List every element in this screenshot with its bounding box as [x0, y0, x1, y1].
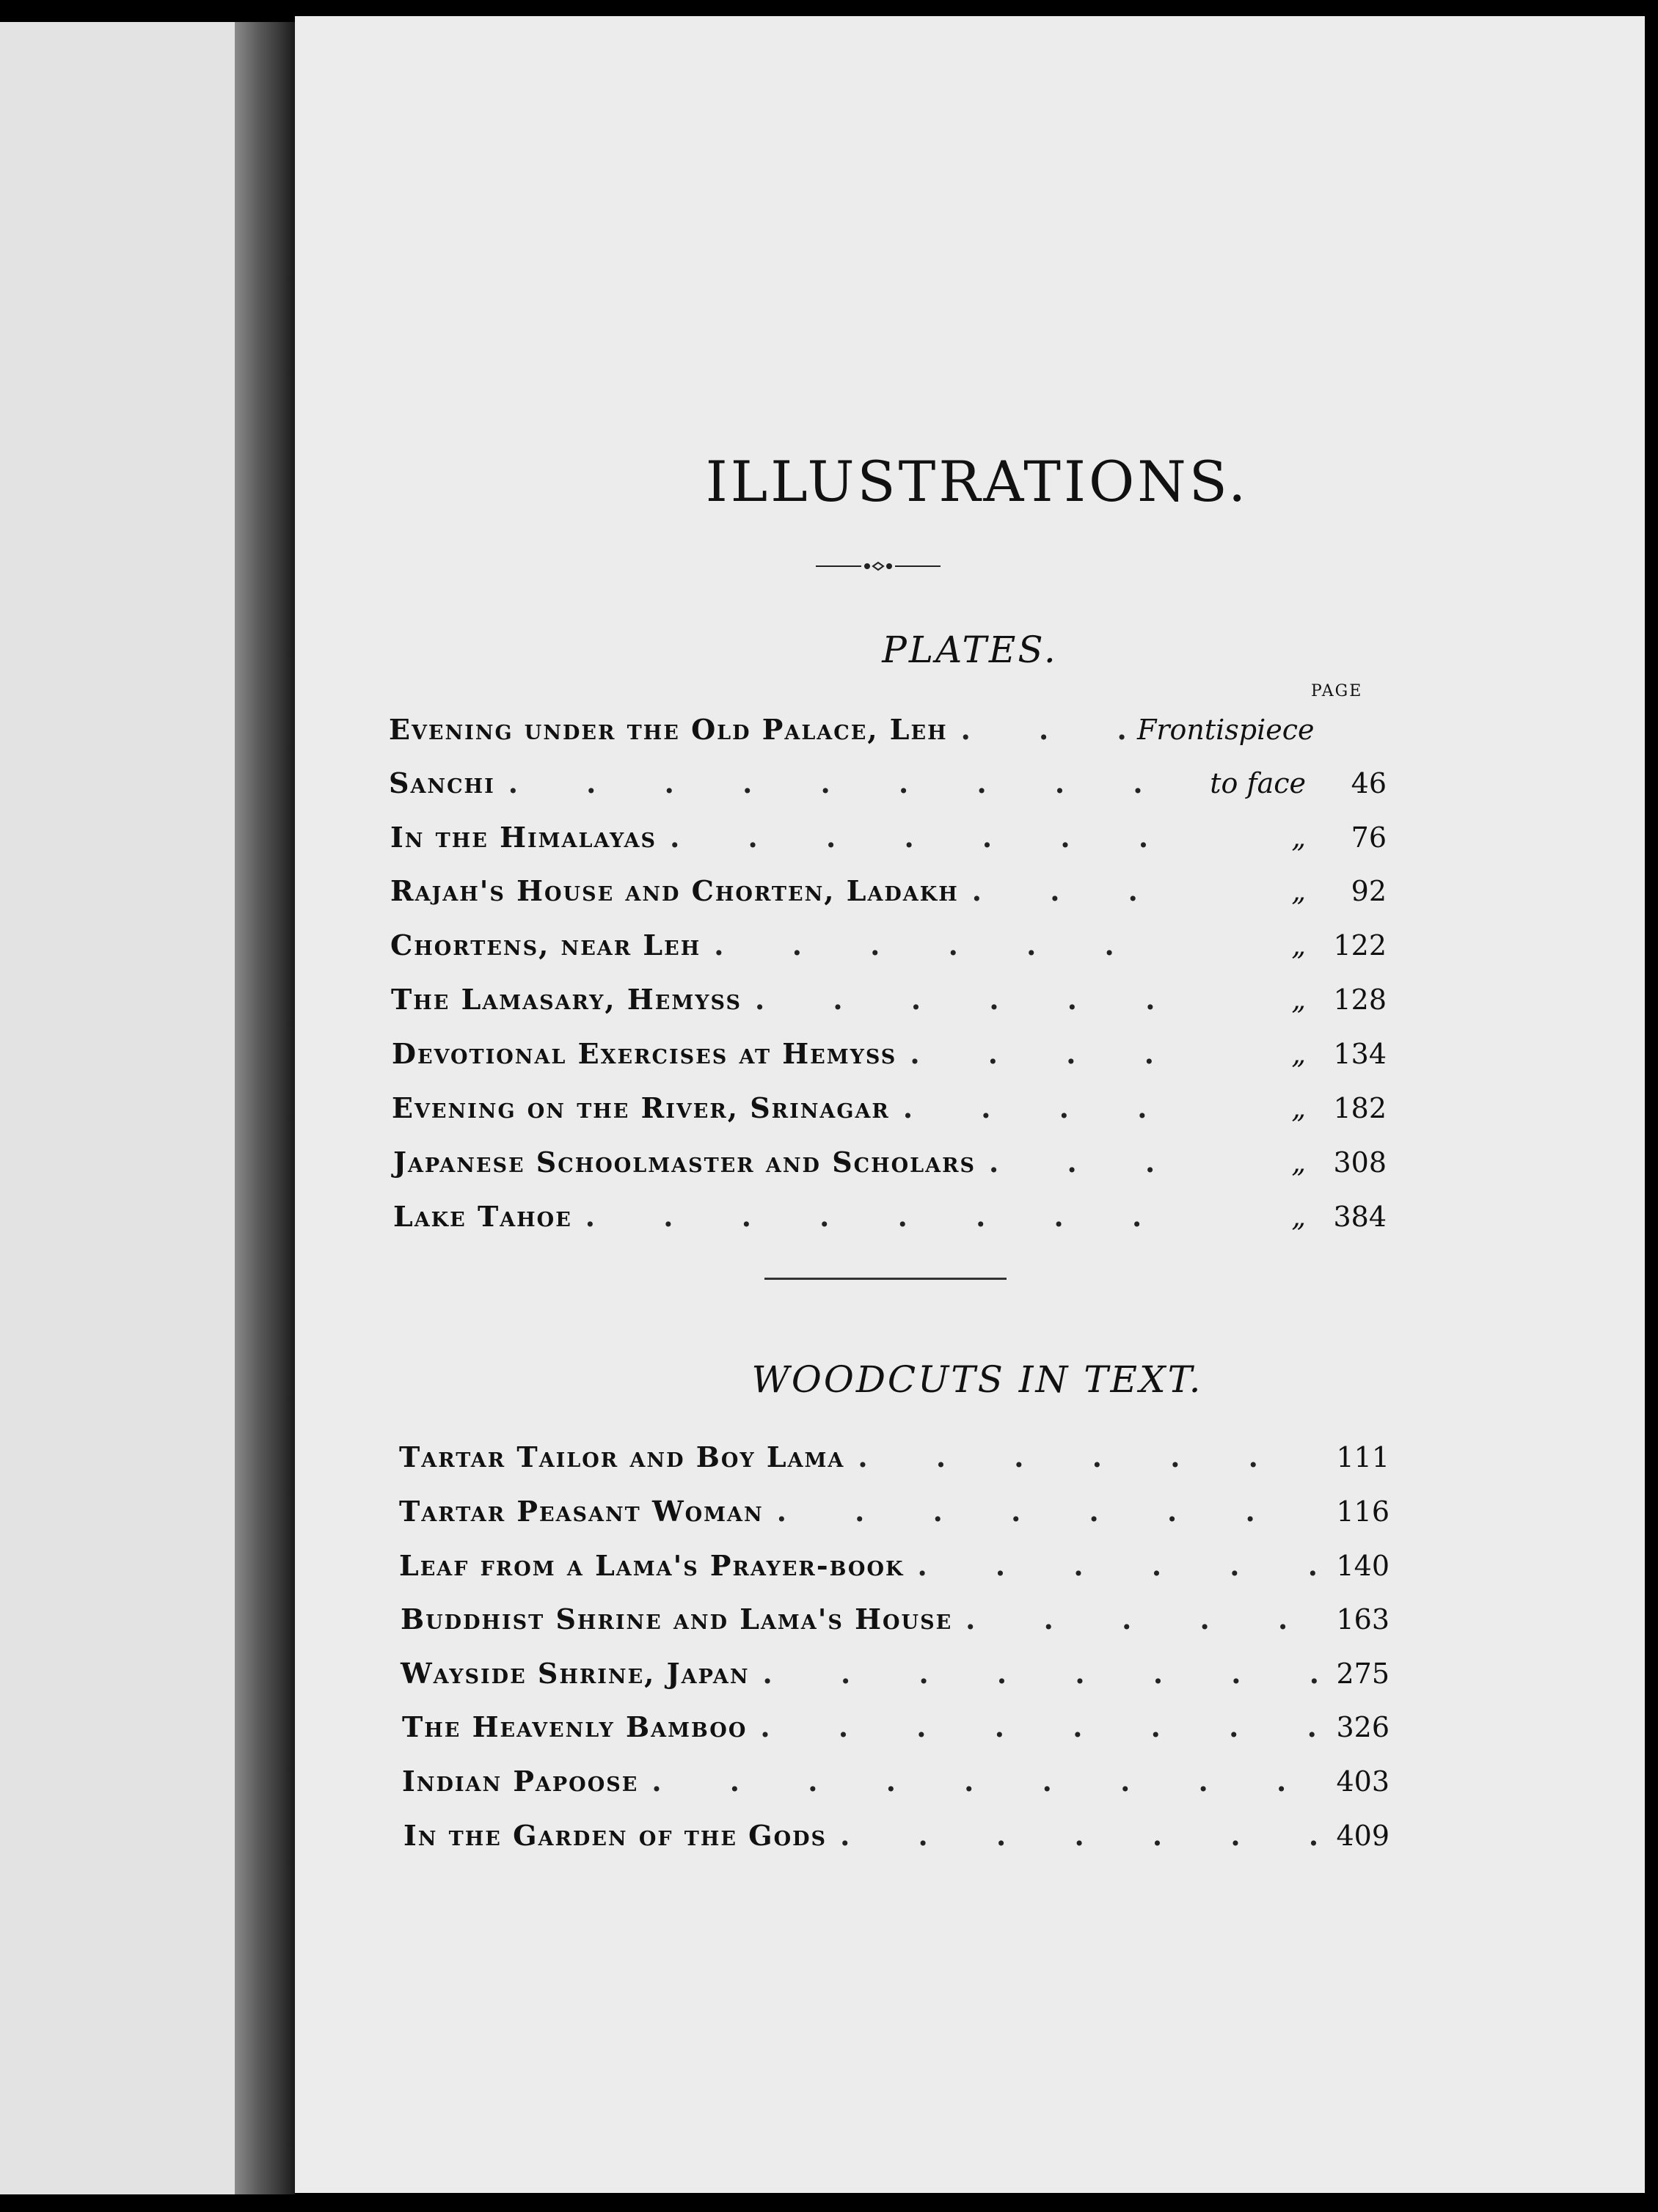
woodcut-title: Tartar Peasant Woman [399, 1495, 764, 1528]
dot-leader [961, 713, 1137, 746]
page [295, 16, 1645, 2193]
facing-page [0, 22, 235, 2194]
section-divider [764, 1278, 1007, 1280]
woodcut-title: In the Garden of the Gods [403, 1819, 828, 1852]
woodcut-row [402, 1765, 1389, 1816]
page-title: ILLUSTRATIONS. [705, 449, 1249, 514]
woodcut-page: 275 [1336, 1658, 1389, 1690]
woodcut-row [401, 1603, 1389, 1654]
plate-title: Rajah's House and Chorten, Ladakh [390, 874, 959, 907]
plate-row [392, 1091, 1387, 1143]
dot-leader [670, 821, 1166, 854]
plate-page: 182 [1333, 1092, 1387, 1124]
page-column-label: PAGE [1311, 682, 1363, 700]
woodcut-row [399, 1495, 1389, 1546]
plate-title: The Lamasary, Hemyss [391, 983, 742, 1016]
woodcut-page: 403 [1336, 1765, 1389, 1798]
dot-leader [585, 1200, 1166, 1233]
plate-placement: to face [1210, 767, 1306, 799]
plate-title: Lake Tahoe [393, 1200, 572, 1233]
dot-leader [989, 1146, 1166, 1179]
plate-title: Sanchi [389, 766, 495, 799]
plate-placement: „ [1291, 929, 1306, 962]
woodcut-page: 140 [1336, 1550, 1389, 1582]
dot-leader [763, 1657, 1323, 1690]
plates-heading: PLATES. [882, 629, 1058, 671]
woodcut-page: 409 [1336, 1820, 1389, 1852]
plate-page: 384 [1333, 1201, 1387, 1233]
plate-row [391, 983, 1387, 1034]
woodcut-page: 111 [1336, 1441, 1389, 1473]
plate-placement: „ [1291, 1038, 1306, 1070]
woodcut-page: 326 [1336, 1711, 1389, 1743]
plate-row [392, 1037, 1387, 1088]
woodcut-row [403, 1819, 1389, 1870]
plate-title: Japanese Schoolmaster and Scholars [393, 1146, 976, 1179]
plate-page: 128 [1333, 984, 1387, 1016]
woodcut-title: Indian Papoose [402, 1765, 639, 1798]
plate-row [390, 874, 1387, 926]
woodcut-row [401, 1657, 1389, 1708]
woodcut-title: Tartar Tailor and Boy Lama [399, 1440, 845, 1473]
dot-leader [840, 1819, 1323, 1852]
plate-title: In the Himalayas [390, 821, 657, 854]
plate-title: Evening under the Old Palace, Leh [389, 713, 948, 746]
plate-placement: „ [1291, 821, 1306, 854]
plate-title: Devotional Exercises at Hemyss [392, 1037, 897, 1070]
plate-placement: „ [1291, 1201, 1306, 1233]
woodcut-row [402, 1710, 1389, 1762]
plate-page: 134 [1333, 1038, 1387, 1070]
plate-title: Chortens, near Leh [390, 929, 701, 962]
plate-placement: Frontispiece [1137, 714, 1315, 746]
plate-row [393, 1146, 1387, 1197]
ornament-divider [816, 559, 941, 574]
dot-leader [508, 766, 1166, 799]
woodcut-title: Leaf from a Lama's Prayer-book [399, 1549, 905, 1582]
plate-row [390, 929, 1387, 980]
plate-placement: „ [1291, 875, 1306, 907]
dot-leader [972, 874, 1166, 907]
dot-leader [917, 1549, 1323, 1582]
book-binding [235, 22, 295, 2194]
plate-row [389, 766, 1387, 818]
plate-placement: „ [1291, 1146, 1306, 1179]
plate-page: 76 [1351, 821, 1387, 854]
woodcut-row [399, 1549, 1389, 1600]
plate-row [390, 821, 1387, 872]
plate-placement: „ [1291, 1092, 1306, 1124]
plate-row [389, 713, 1387, 764]
dot-leader [858, 1440, 1323, 1473]
plate-placement: „ [1291, 984, 1306, 1016]
woodcut-title: Wayside Shrine, Japan [401, 1657, 750, 1690]
plate-page: 122 [1333, 929, 1387, 962]
dot-leader [651, 1765, 1323, 1798]
plate-page: 46 [1351, 767, 1387, 799]
plate-title: Evening on the River, Srinagar [392, 1091, 890, 1124]
dot-leader [910, 1037, 1166, 1070]
woodcut-title: The Heavenly Bamboo [402, 1710, 748, 1743]
dot-leader [714, 929, 1166, 962]
dot-leader [777, 1495, 1323, 1528]
woodcut-title: Buddhist Shrine and Lama's House [401, 1603, 953, 1636]
dot-leader [903, 1091, 1166, 1124]
woodcut-row [399, 1440, 1389, 1492]
dot-leader [755, 983, 1166, 1016]
plate-page: 308 [1333, 1146, 1387, 1179]
plate-page: 92 [1351, 875, 1387, 907]
dot-leader [760, 1710, 1323, 1743]
plate-row [393, 1200, 1387, 1251]
woodcut-page: 116 [1336, 1495, 1389, 1528]
dot-leader [965, 1603, 1323, 1636]
woodcut-page: 163 [1336, 1603, 1389, 1636]
woodcuts-heading: WOODCUTS IN TEXT. [751, 1358, 1203, 1401]
